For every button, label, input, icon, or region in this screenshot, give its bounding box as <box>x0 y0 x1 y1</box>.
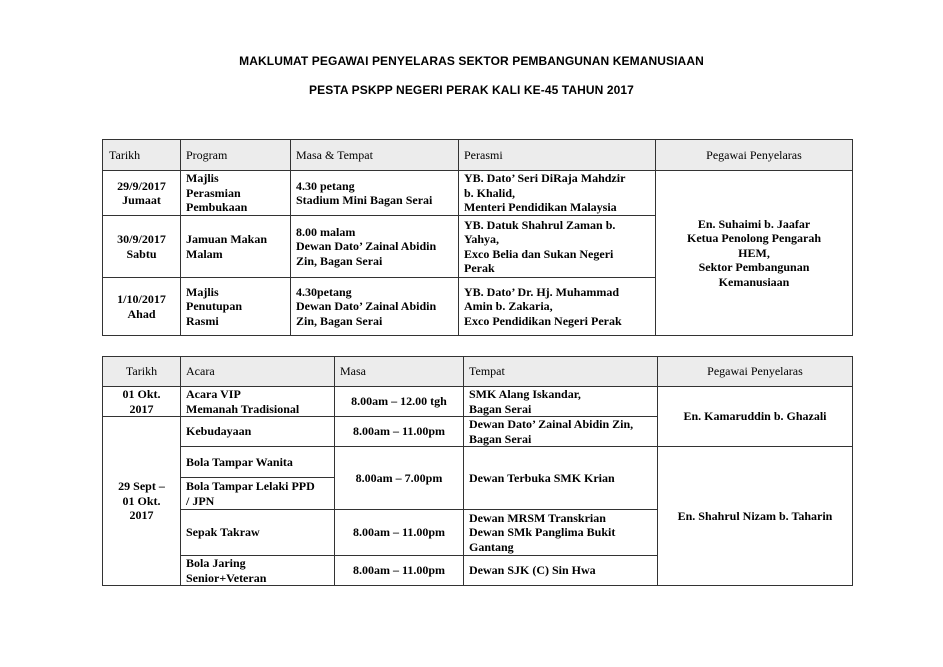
table-row <box>103 447 853 478</box>
cell-pegawai: En. Shahrul Nizam b. Taharin <box>658 447 853 586</box>
header-tarikh: Tarikh <box>103 140 181 171</box>
table-header-row <box>103 140 853 171</box>
cell-acara: Acara VIP Memanah Tradisional <box>181 387 335 417</box>
cell-tempat: Dewan SJK (C) Sin Hwa <box>464 556 658 586</box>
cell-masa-tempat: 4.30 petang Stadium Mini Bagan Serai <box>291 171 459 216</box>
cell-masa: 8.00am – 12.00 tgh <box>335 387 464 417</box>
cell-tarikh: 29/9/2017 Jumaat <box>103 171 181 216</box>
cell-pegawai-penyelaras: En. Suhaimi b. Jaafar Ketua Penolong Pengarah HEM, Sektor Pembangunan Kemanusiaan <box>656 171 853 336</box>
cell-tempat: Dewan Terbuka SMK Krian <box>464 447 658 510</box>
cell-masa: 8.00am – 11.00pm <box>335 556 464 586</box>
table-row <box>103 171 853 216</box>
page-subtitle: PESTA PSKPP NEGERI PERAK KALI KE-45 TAHUN 2017 <box>309 83 634 97</box>
cell-acara: Bola Tampar Lelaki PPD / JPN <box>181 478 335 510</box>
table-row <box>103 387 853 417</box>
cell-acara: Bola Jaring Senior+Veteran <box>181 556 335 586</box>
header-program: Program <box>181 140 291 171</box>
cell-acara: Bola Tampar Wanita <box>181 447 335 478</box>
cell-perasmi: YB. Dato’ Dr. Hj. Muhammad Amin b. Zakaria, Exco Pendidikan Negeri Perak <box>459 278 656 336</box>
cell-masa-tempat: 4.30petang Dewan Dato’ Zainal Abidin Zin, Bagan Serai <box>291 278 459 336</box>
header-masa-tempat: Masa & Tempat <box>291 140 459 171</box>
cell-program: Majlis Penutupan Rasmi <box>181 278 291 336</box>
header-acara: Acara <box>181 357 335 387</box>
cell-masa: 8.00am – 11.00pm <box>335 417 464 447</box>
cell-pegawai: En. Kamaruddin b. Ghazali <box>658 387 853 447</box>
cell-program: Majlis Perasmian Pembukaan <box>181 171 291 216</box>
cell-program: Jamuan Makan Malam <box>181 216 291 278</box>
cell-masa: 8.00am – 11.00pm <box>335 510 464 556</box>
cell-perasmi: YB. Dato’ Seri DiRaja Mahdzir b. Khalid, Menteri Pendidikan Malaysia <box>459 171 656 216</box>
cell-tempat: SMK Alang Iskandar, Bagan Serai <box>464 387 658 417</box>
table-header-row <box>103 357 853 387</box>
cell-tempat: Dewan Dato’ Zainal Abidin Zin, Bagan Serai <box>464 417 658 447</box>
cell-acara: Sepak Takraw <box>181 510 335 556</box>
cell-tarikh: 01 Okt. 2017 <box>103 387 181 417</box>
header-masa: Masa <box>335 357 464 387</box>
header-pegawai: Pegawai Penyelaras <box>656 140 853 171</box>
cell-tarikh: 29 Sept – 01 Okt. 2017 <box>103 417 181 586</box>
cell-masa: 8.00am – 7.00pm <box>335 447 464 510</box>
header-tempat: Tempat <box>464 357 658 387</box>
header-perasmi: Perasmi <box>459 140 656 171</box>
cell-tarikh: 1/10/2017 Ahad <box>103 278 181 336</box>
cell-acara: Kebudayaan <box>181 417 335 447</box>
page-title: MAKLUMAT PEGAWAI PENYELARAS SEKTOR PEMBANGUNAN KEMANUSIAAN <box>239 54 704 68</box>
cell-tarikh: 30/9/2017 Sabtu <box>103 216 181 278</box>
event-table <box>102 356 853 586</box>
cell-tempat: Dewan MRSM Transkrian Dewan SMk Panglima Bukit Gantang <box>464 510 658 556</box>
program-table <box>102 139 853 336</box>
header-tarikh: Tarikh <box>103 357 181 387</box>
cell-masa-tempat: 8.00 malam Dewan Dato’ Zainal Abidin Zin, Bagan Serai <box>291 216 459 278</box>
header-pegawai: Pegawai Penyelaras <box>658 357 853 387</box>
cell-perasmi: YB. Datuk Shahrul Zaman b. Yahya, Exco Belia dan Sukan Negeri Perak <box>459 216 656 278</box>
